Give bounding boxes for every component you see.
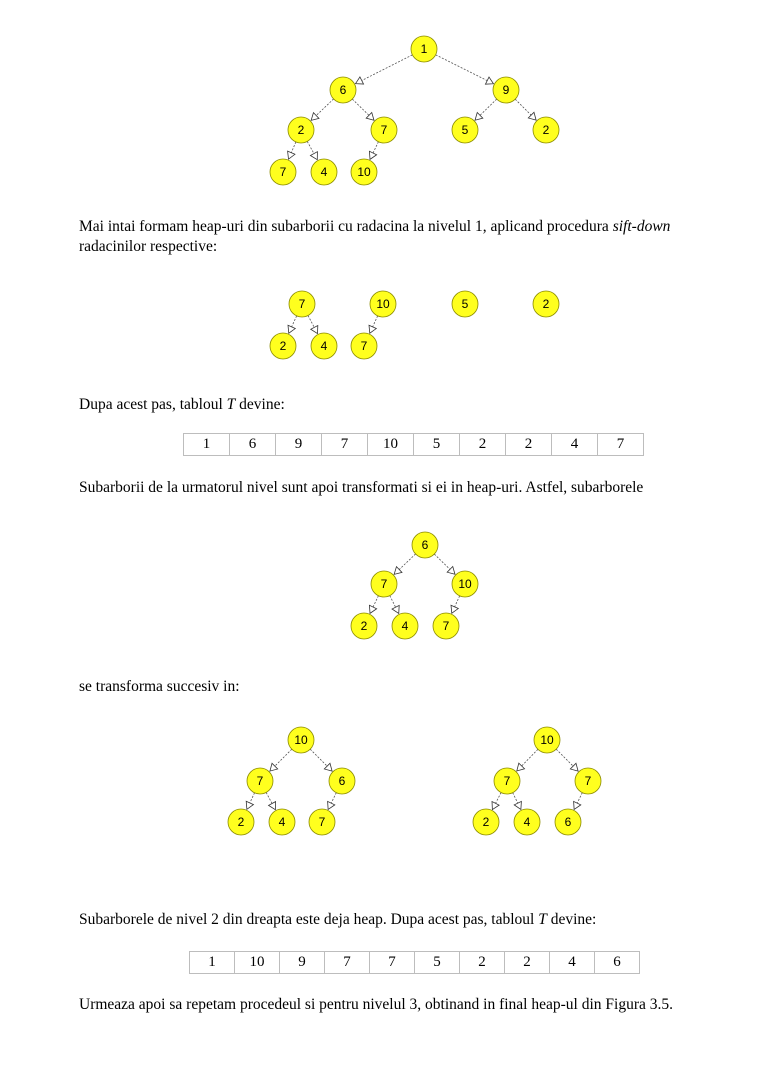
svg-text:2: 2 <box>542 297 550 311</box>
svg-text:2: 2 <box>542 123 550 137</box>
paragraph-next-level: Subarborii de la urmatorul nivel sunt apoi transformati si ei in heap-uri. Astfel, subarborele <box>79 479 644 496</box>
svg-text:7: 7 <box>584 774 592 788</box>
array-cell: 1 <box>190 952 235 974</box>
svg-text:7: 7 <box>318 815 326 829</box>
array-table-2 <box>189 951 640 974</box>
svg-text:5: 5 <box>461 297 469 311</box>
svg-text:7: 7 <box>380 577 388 591</box>
svg-text:6: 6 <box>339 83 347 97</box>
paragraph-transform: se transforma succesiv in: <box>79 678 240 695</box>
paragraph-final: Urmeaza apoi sa repetam procedeul si pentru nivelul 3, obtinand in final heap-ul din Figura 3.5. <box>79 996 673 1013</box>
svg-text:1: 1 <box>420 42 428 56</box>
array-cell: 7 <box>325 952 370 974</box>
array-cell: 7 <box>370 952 415 974</box>
array-cell: 5 <box>414 434 460 456</box>
svg-text:2: 2 <box>237 815 245 829</box>
arrowhead <box>517 763 525 771</box>
svg-text:10: 10 <box>357 165 371 179</box>
svg-text:7: 7 <box>279 165 287 179</box>
array-cell: 9 <box>276 434 322 456</box>
array-cell: 2 <box>460 952 505 974</box>
tree-node <box>575 768 601 794</box>
array-cell: 9 <box>280 952 325 974</box>
svg-text:7: 7 <box>380 123 388 137</box>
svg-text:9: 9 <box>502 83 510 97</box>
svg-text:7: 7 <box>298 297 306 311</box>
array-cell: 7 <box>322 434 368 456</box>
svg-text:2: 2 <box>360 619 368 633</box>
array-cell: 2 <box>460 434 506 456</box>
paragraph-intro: Mai intai formam heap-uri din subarborii cu radacina la nivelul 1, aplicand procedura sift-down radacinilor respective: <box>79 218 671 255</box>
svg-text:10: 10 <box>376 297 390 311</box>
paragraph-after-step: Dupa acest pas, tabloul T devine: <box>79 396 285 413</box>
array-cell: 2 <box>505 952 550 974</box>
tree-node <box>494 768 520 794</box>
array-cell: 5 <box>415 952 460 974</box>
svg-text:2: 2 <box>279 339 287 353</box>
svg-text:4: 4 <box>523 815 531 829</box>
svg-text:7: 7 <box>442 619 450 633</box>
tree-node <box>514 809 540 835</box>
tree-node <box>534 727 560 753</box>
paragraph-level2: Subarborele de nivel 2 din dreapta este deja heap. Dupa acest pas, tabloul T devine: <box>79 911 597 928</box>
array-cell: 6 <box>230 434 276 456</box>
array-cell: 10 <box>235 952 280 974</box>
svg-text:4: 4 <box>278 815 286 829</box>
svg-text:10: 10 <box>458 577 472 591</box>
svg-text:7: 7 <box>503 774 511 788</box>
svg-text:10: 10 <box>294 733 308 747</box>
tree-node <box>555 809 581 835</box>
svg-text:7: 7 <box>360 339 368 353</box>
array-cell: 4 <box>550 952 595 974</box>
svg-text:7: 7 <box>256 774 264 788</box>
array-cell: 6 <box>595 952 640 974</box>
array-cell: 1 <box>184 434 230 456</box>
svg-text:5: 5 <box>461 123 469 137</box>
array-cell: 7 <box>598 434 644 456</box>
svg-text:2: 2 <box>297 123 305 137</box>
svg-text:4: 4 <box>401 619 409 633</box>
array-cell: 10 <box>368 434 414 456</box>
array-cell: 4 <box>552 434 598 456</box>
array-cell: 2 <box>506 434 552 456</box>
svg-text:4: 4 <box>320 339 328 353</box>
svg-text:6: 6 <box>564 815 572 829</box>
svg-text:6: 6 <box>338 774 346 788</box>
svg-text:2: 2 <box>482 815 490 829</box>
svg-text:6: 6 <box>421 538 429 552</box>
tree-node <box>473 809 499 835</box>
svg-text:10: 10 <box>540 733 554 747</box>
svg-text:4: 4 <box>320 165 328 179</box>
